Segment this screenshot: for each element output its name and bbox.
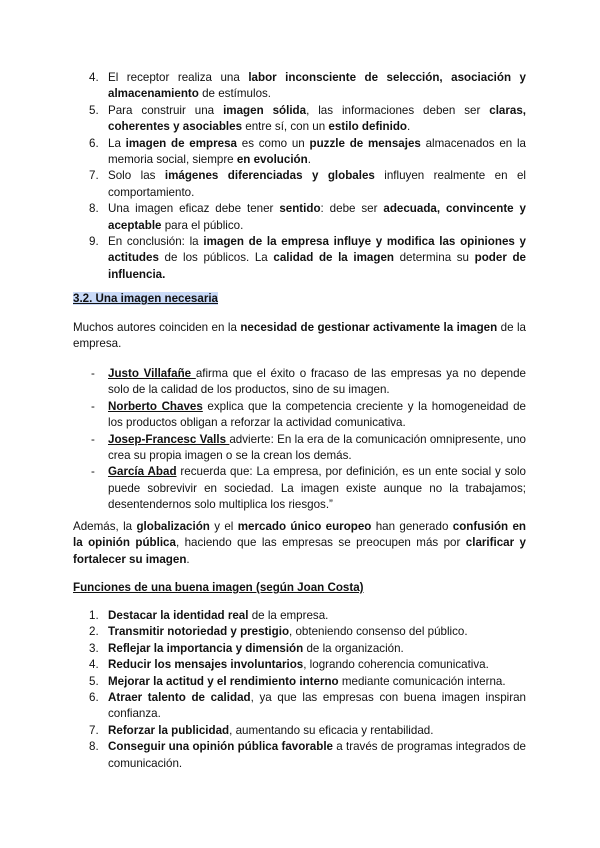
author-name: Josep-Francesc Valls [108,432,230,446]
author-name: García Abad [108,465,177,479]
list-number: 9. [89,235,99,249]
closing-paragraph [73,519,526,568]
list-item-text [108,169,526,198]
function-description: , obteniendo consenso del público. [289,625,468,639]
numbered-list-image-traits [0,70,600,283]
function-title: Atraer talento de calidad [108,691,251,705]
dash-bullet: - [91,399,95,413]
list-number: 5. [89,103,99,117]
text-run: . [307,153,311,167]
function-description: a través de programas integrados de comunicación. [108,740,527,770]
list-item-text [108,104,526,133]
text-run: almacenados en la memoria social, siempre [108,136,526,167]
bold-text: mercado único europeo [237,520,372,533]
author-statement: explica que la competencia creciente y la homogeneidad de los productos obligan a reforzar la actividad comunicativa. [108,399,526,430]
list-item [0,136,526,169]
function-title: Mejorar la actitud y el rendimiento interno [108,674,339,688]
list-number: 2. [89,625,99,639]
function-item [0,674,526,690]
function-description: de la organización. [303,641,404,655]
list-item-text [108,137,526,166]
bold-text: puzzle de mensajes [309,136,421,150]
dash-bullet: - [91,432,95,446]
bold-text: estilo definido [328,120,407,134]
dash-bullet: - [91,367,95,380]
function-item [0,624,526,640]
bold-text: imagen de la empresa influye y modifica las opiniones y actitudes [108,235,526,265]
author-item [0,464,526,513]
text-run: Para construir una [108,103,224,117]
text-run: han generado [371,520,453,533]
list-number: 8. [89,740,99,754]
functions-list [0,608,600,772]
list-number: 7. [89,169,99,183]
bold-text: imagen sólida [223,103,307,117]
bold-text: necesidad de gestionar activamente la imagen [240,321,498,334]
author-statement: advierte: En la era de la comunicación omnipresente, uno crea su propia imagen o se la crean los demás. [108,432,526,463]
bold-text: claras, coherentes y asociables [108,103,526,134]
text-run: , haciendo que las empresas se preocupen más por [175,536,466,550]
bold-text: labor inconsciente de selección, asociación y almacenamiento [108,71,526,101]
text-run: , las informaciones deben ser [306,103,490,117]
dash-bullet: - [91,465,95,479]
text-run: entre sí, con un [242,120,329,134]
author-statement: recuerda que: La empresa, por definición, es un ente social y solo puede sobrevivir en sociedad. La imagen existe aunque no la trabajamos; desentendernos solo multiplica los riesgos.” [108,465,526,512]
function-title: Conseguir una opinión pública favorable [108,740,334,754]
functions-heading-text: Funciones de una buena imagen (según Joan Costa) [73,581,364,594]
list-number: 5. [89,674,99,688]
bold-text: clarificar y fortalecer su imagen [73,536,527,566]
text-run: para el público. [161,218,244,232]
bold-text: imágenes diferenciadas y globales [164,169,375,183]
list-item [0,201,526,234]
author-item [0,399,526,432]
list-item [0,168,526,201]
function-title: Reforzar la publicidad [108,723,230,737]
list-item-text [108,71,526,100]
text-run: La [108,136,126,150]
bold-text: en evolución [236,153,308,167]
function-description: , logrando coherencia comunicativa. [303,658,489,672]
list-number: 4. [89,71,99,84]
function-item [0,739,526,772]
list-number: 3. [89,641,99,655]
text-run: Solo las [108,169,165,183]
text-run: influyen realmente en el comportamiento. [108,169,526,199]
function-description: , ya que las empresas con buena imagen inspiran confianza. [108,691,526,721]
intro-paragraph [73,320,526,353]
text-run: . [407,120,411,134]
function-item [0,657,526,673]
function-title: Reducir los mensajes involuntarios [108,658,304,672]
function-title: Destacar la identidad real [108,609,249,622]
function-item [0,641,526,657]
section-heading-text: 3.2. Una imagen necesaria [73,292,218,305]
list-number: 7. [89,723,99,737]
list-number: 1. [89,609,99,622]
author-name: Justo Villafañe [108,367,196,380]
bold-text: sentido [279,202,321,216]
author-item [0,366,526,399]
function-description: de la empresa. [248,609,329,622]
function-item [0,690,526,723]
text-run: El receptor realiza una [108,71,249,84]
author-statement: afirma que el éxito o fracaso de las empresas ya no depende solo de la calidad de los productos, sino de su imagen. [108,367,526,397]
text-run: Además, la [73,520,137,533]
functions-heading [73,580,526,596]
text-run: de los públicos. La [158,251,274,265]
author-name: Norberto Chaves [108,399,203,413]
function-title: Transmitir notoriedad y prestigio [108,625,290,639]
list-number: 4. [89,658,99,672]
text-run: : debe ser [320,202,384,216]
text-run: Una imagen eficaz debe tener [108,202,280,216]
function-description: , aumentando su eficacia y rentabilidad. [229,723,434,737]
text-run: de estímulos. [198,87,272,101]
text-run: . [186,552,190,566]
bold-text: adecuada, convincente y aceptable [108,202,526,232]
author-item [0,432,526,465]
text-run: determina su [393,251,475,265]
function-item [0,608,526,624]
list-item [0,70,526,103]
function-item [0,723,526,739]
bold-text: globalización [136,520,210,533]
bold-text: poder de influencia. [108,251,526,281]
list-item [0,103,526,136]
section-heading [73,291,526,307]
list-item-text [108,202,526,231]
bold-text: imagen de empresa [125,136,237,150]
text-run: es como un [236,136,310,150]
bold-text: calidad de la imagen [273,251,394,265]
list-number: 6. [89,136,99,150]
text-run: En conclusión: la [108,235,204,249]
function-title: Reflejar la importancia y dimensión [108,641,304,655]
text-run: y el [209,520,238,533]
list-number: 8. [89,202,99,216]
list-item-text [108,235,526,281]
bold-text: confusión en la opinión pública [73,520,527,550]
text-run: Muchos autores coinciden en la [73,321,241,334]
function-description: mediante comunicación interna. [338,674,506,688]
text-run: de la empresa. [73,321,526,351]
list-item [0,234,526,283]
authors-list [0,366,600,514]
list-number: 6. [89,691,99,705]
